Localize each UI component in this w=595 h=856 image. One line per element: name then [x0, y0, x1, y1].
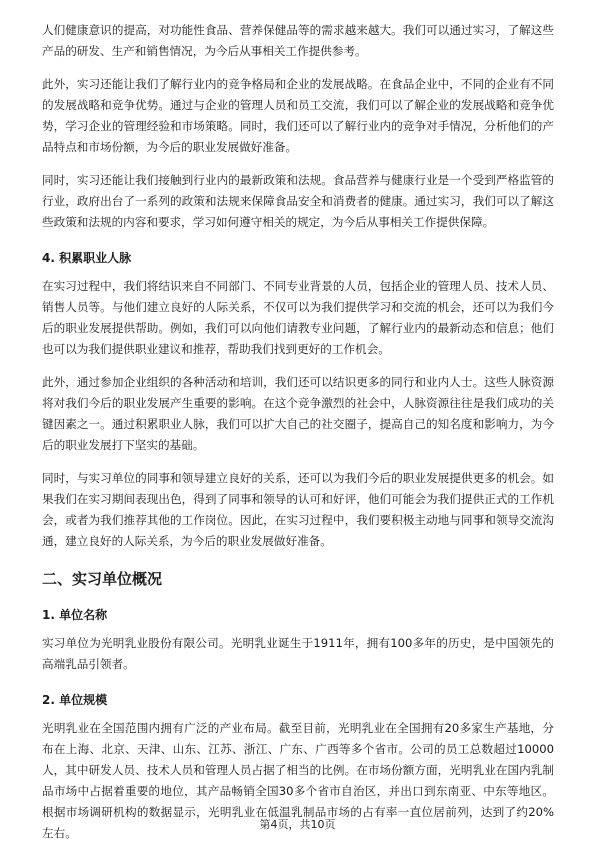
paragraph: 同时，与实习单位的同事和领导建立良好的关系，还可以为我们今后的职业发展提供更多的机会。如果我们在实习期间表现出色，得到了同事和领导的认可和好评，他们可能会为我们提供正式的工作机会，或者为我们推荐其他的工作岗位。因此，在实习过程中，我们要积极主动地与同事和领导交流沟通，建立良好的人际关系，为今后的职业发展做好准备。	[42, 471, 554, 548]
subheading-unit-name: 1. 单位名称	[42, 608, 108, 622]
paragraph: 实习单位为光明乳业股份有限公司。光明乳业诞生于1911年，拥有100多年的历史，是中国领先的高端乳品引领者。	[42, 636, 554, 671]
paragraph: 此外，实习还能让我们了解行业内的竞争格局和企业的发展战略。在食品企业中，不同的企业有不同的发展战略和竞争优势。通过与企业的管理人员和员工交流，我们可以了解企业的发展战略和竞争优势，学习企业的管理经验和市场策略。同时，我们还可以了解行业内的竞争对手情况，分析他们的产品特点和市场份额，为今后的职业发展做好准备。	[42, 77, 554, 154]
paragraph: 同时，实习还能让我们接触到行业内的最新政策和法规。食品营养与健康行业是一个受到严格监管的行业，政府出台了一系列的政策和法规来保障食品安全和消费者的健康。通过实习，我们可以了解这些政策和法规的内容和要求，学习如何遵守相关的规定，为今后从事相关工作提供保障。	[42, 173, 554, 229]
section-heading-unit-overview: 二、实习单位概况	[42, 570, 163, 588]
paragraph: 人们健康意识的提高，对功能性食品、营养保健品等的需求越来越大。我们可以通过实习，了解这些产品的研发、生产和销售情况，为今后从事相关工作提供参考。	[42, 23, 554, 58]
paragraph: 此外，通过参加企业组织的各种活动和培训，我们还可以结识更多的同行和业内人士。这些人脉资源将对我们今后的职业发展产生重要的影响。在这个竞争激烈的社会中，人脉资源往往是我们成功的关键因素之一。通过积累职业人脉，我们可以扩大自己的社交圈子，提高自己的知名度和影响力，为今后的职业发展打下坚实的基础。	[42, 375, 554, 452]
subheading-career-network: 4. 积累职业人脉	[42, 251, 132, 265]
paragraph: 在实习过程中，我们将结识来自不同部门、不同专业背景的人员，包括企业的管理人员、技术人员、销售人员等。与他们建立良好的人际关系，不仅可以为我们提供学习和交流的机会，还可以为我们今后的职业发展提供帮助。例如，我们可以向他们请教专业问题，了解行业内的最新动态和信息；他们也可以为我们提供职业建议和推荐，帮助我们找到更好的工作机会。	[42, 279, 554, 356]
page-number: 第4页，共10页	[259, 818, 336, 831]
subheading-unit-scale: 2. 单位规模	[42, 693, 108, 707]
page-content	[42, 20, 554, 856]
paragraph: 光明乳业在全国范围内拥有广泛的产业布局。截至目前，光明乳业在全国拥有20多家生产基地，分布在上海、北京、天津、山东、江苏、浙江、广东、广西等多个省市。公司的员工总数超过10000人，其中研发人员、技术人员和管理人员占据了相当的比例。在市场份额方面，光明乳业在国内乳制品市场中占据着重要的地位，其产品畅销全国30多个省市自治区，并出口到东南亚、中东等地区。根据市场调研机构的数据显示，光明乳业在低温乳制品市场的占有率一直位居前列，达到了约20%左右。	[42, 721, 554, 840]
